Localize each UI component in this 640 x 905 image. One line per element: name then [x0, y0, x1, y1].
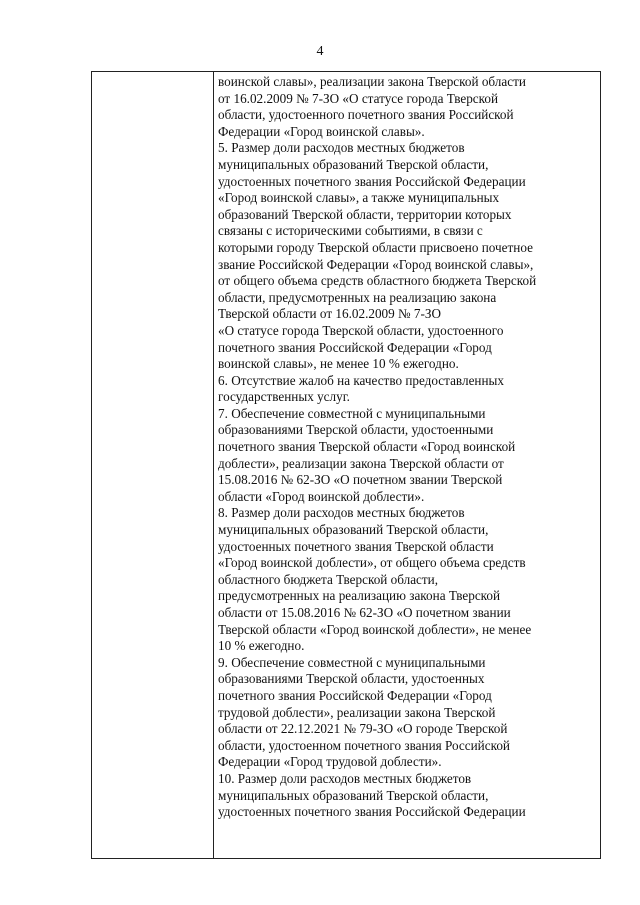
text-line: областного бюджета Тверской области, [218, 571, 439, 587]
text-line: 6. Отсутствие жалоб на качество предоставленных [218, 372, 504, 388]
text-line: удостоенных почетного звания Тверской области [218, 538, 494, 554]
text-line: образованиями Тверской области, удостоенными [218, 422, 494, 438]
text-line: трудовой доблести», реализации закона Тверской [218, 704, 496, 720]
text-line: 9. Обеспечение совместной с муниципальными [218, 654, 486, 670]
text-line: связаны с историческими событиями, в связи с [218, 223, 483, 239]
text-line: удостоенных почетного звания Российской Федерации [218, 804, 526, 820]
text-line: почетного звания Тверской области «Город воинской [218, 439, 516, 455]
text-line: 7. Обеспечение совместной с муниципальными [218, 405, 486, 421]
text-line: почетного звания Российской Федерации «Город [218, 339, 492, 355]
text-line: Тверской области от 16.02.2009 № 7-ЗО [218, 306, 442, 322]
text-line: «Город воинской доблести», от общего объема средств [218, 555, 526, 571]
text-line: 10 % ежегодно. [218, 638, 305, 654]
text-line: которыми городу Тверской области присвоено почетное [218, 239, 533, 255]
text-line: воинской славы», не менее 10 % ежегодно. [218, 356, 459, 372]
text-line: предусмотренных на реализацию закона Тверской [218, 588, 501, 604]
text-line: муниципальных образований Тверской области, [218, 522, 489, 538]
text-line: 8. Размер доли расходов местных бюджетов [218, 505, 465, 521]
text-line: Федерации «Город трудовой доблести». [218, 754, 442, 770]
text-line: области, удостоенного почетного звания Российской [218, 107, 514, 123]
text-line: Федерации «Город воинской славы». [218, 123, 425, 139]
table-left-cell [92, 72, 214, 858]
text-line: области, удостоенном почетного звания Российской [218, 737, 510, 753]
text-line: воинской славы», реализации закона Тверской области [218, 74, 526, 89]
text-line: от общего объема средств областного бюджета Тверской [218, 273, 537, 289]
table-right-cell [218, 74, 596, 821]
text-line: почетного звания Российской Федерации «Город [218, 687, 492, 703]
text-line: государственных услуг. [218, 389, 350, 405]
text-line: звание Российской Федерации «Город воинской славы», [218, 256, 534, 272]
document-table [91, 71, 601, 859]
text-line: муниципальных образований Тверской области, [218, 787, 489, 803]
text-line: образований Тверской области, территории которых [218, 206, 512, 222]
text-line: области, предусмотренных на реализацию закона [218, 289, 497, 305]
text-line: удостоенных почетного звания Российской Федерации [218, 173, 526, 189]
text-line: области от 22.12.2021 № 79-ЗО «О городе Тверской [218, 721, 508, 737]
text-line: доблести», реализации закона Тверской области от [218, 455, 504, 471]
text-line: 5. Размер доли расходов местных бюджетов [218, 140, 465, 156]
text-line: 10. Размер доли расходов местных бюджетов [218, 770, 472, 786]
text-line: «Город воинской славы», а также муниципальных [218, 190, 500, 206]
text-line: области «Город воинской доблести». [218, 488, 425, 504]
page-number: 4 [316, 44, 324, 59]
text-line: образованиями Тверской области, удостоенных [218, 671, 485, 687]
text-line: от 16.02.2009 № 7-ЗО «О статусе города Тверской [218, 90, 499, 106]
text-line: муниципальных образований Тверской области, [218, 156, 489, 172]
text-line: 15.08.2016 № 62-ЗО «О почетном звании Тверской [218, 472, 503, 488]
text-line: «О статусе города Тверской области, удостоенного [218, 322, 504, 338]
text-line: Тверской области «Город воинской доблести», не менее [218, 621, 532, 637]
text-line: области от 15.08.2016 № 62-ЗО «О почетном звании [218, 605, 511, 620]
